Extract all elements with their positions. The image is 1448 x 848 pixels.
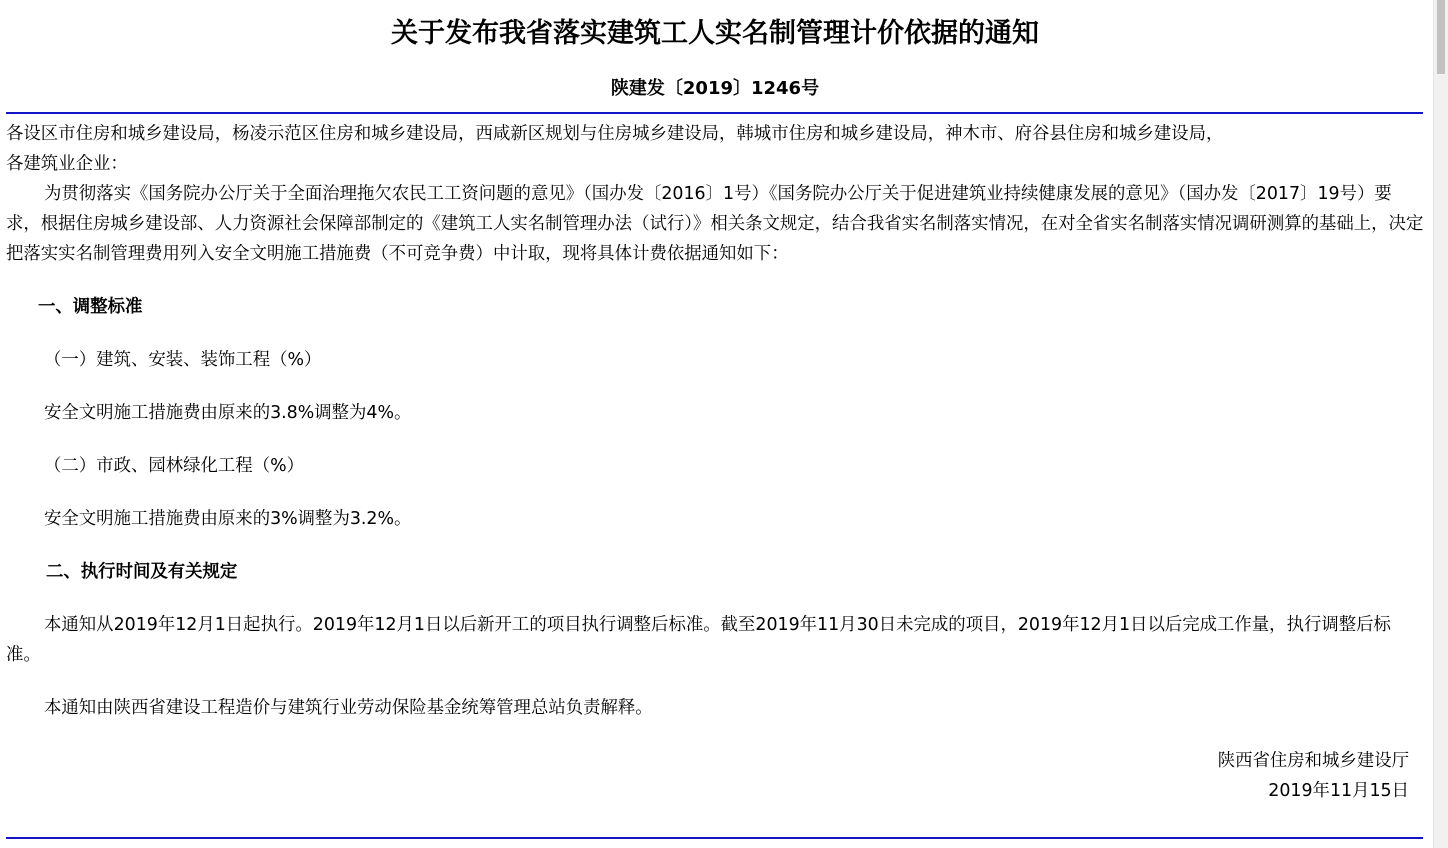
signature-block (1218, 746, 1409, 806)
section-1-text-1: 安全文明施工措施费由原来的3.8%调整为4%。 (44, 403, 412, 423)
signature-date: 2019年11月15日 (1268, 781, 1409, 801)
section-1-subheading-1: （一）建筑、安装、装饰工程（%） (44, 350, 322, 370)
scrollbar-thumb[interactable] (1437, 0, 1445, 74)
section-2-note: 本通知由陕西省建设工程造价与建筑行业劳动保险基金统筹管理总站负责解释。 (44, 698, 653, 718)
section-2-heading: 二、执行时间及有关规定 (46, 562, 238, 582)
bottom-divider (6, 837, 1423, 839)
section-1-text-2: 安全文明施工措施费由原来的3%调整为3.2%。 (44, 509, 412, 529)
vertical-scrollbar[interactable] (1433, 0, 1448, 848)
signature-organization: 陕西省住房和城乡建设厅 (1217, 751, 1409, 771)
top-divider (6, 112, 1423, 114)
document-title: 关于发布我省落实建筑工人实名制管理计价依据的通知 (391, 18, 1039, 49)
section-2-paragraph: 本通知从2019年12月1日起执行。2019年12月1日以后新开工的项目执行调整后标准。截至2019年11月30日未完成的项目，2019年12月1日以后完成工作量，执行调整后标准。 (6, 615, 1391, 665)
addressee-line-1: 各设区市住房和城乡建设局，杨凌示范区住房和城乡建设局，西咸新区规划与住房城乡建设局，韩城市住房和城乡建设局，神木市、府谷县住房和城乡建设局， (6, 124, 1224, 144)
section-1-heading: 一、调整标准 (38, 297, 143, 317)
intro-paragraph: 为贯彻落实《国务院办公厅关于全面治理拖欠农民工工资问题的意见》（国办发〔2016〕1号）《国务院办公厅关于促进建筑业持续健康发展的意见》（国办发〔2017〕19号）要求，根据住房城乡建设部、人力资源社会保障部制定的《建筑工人实名制管理办法（试行）》相关条文规定，结合我省实名制落实情况，在对全省实名制落实情况调研测算的基础上，决定把落实实名制管理费用列入安全文明施工措施费（不可竞争费）中计取，现将具体计费依据通知如下： (6, 184, 1424, 264)
addressee-line-2: 各建筑业企业： (6, 154, 128, 174)
document-body (6, 119, 1424, 723)
document-number: 陕建发〔2019〕1246号 (610, 78, 820, 99)
section-1-subheading-2: （二）市政、园林绿化工程（%） (44, 456, 304, 476)
